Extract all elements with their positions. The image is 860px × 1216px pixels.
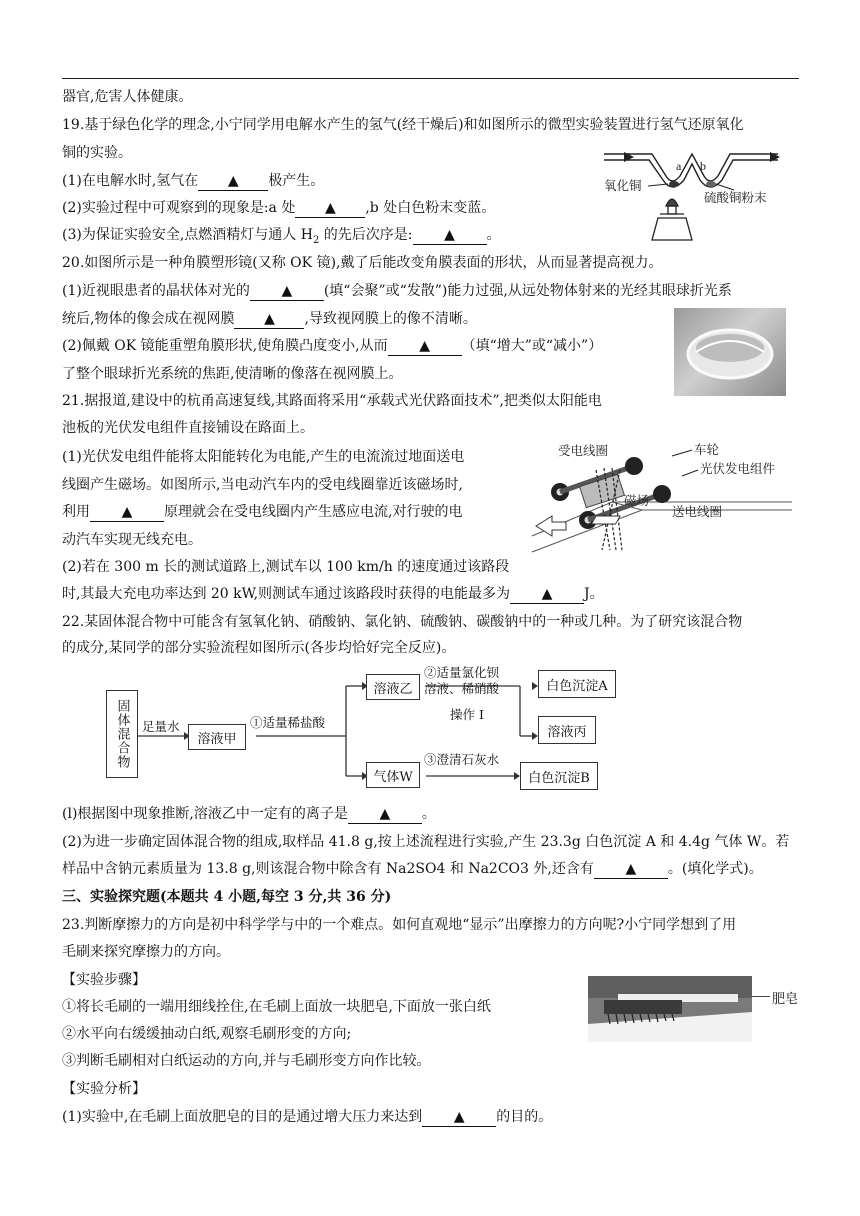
question-20-2 [62,336,602,356]
node-white-precipitate-b: 白色沉淀B [520,762,598,790]
ok-lens-photo [674,308,786,396]
answer-blank[interactable]: ▲ [388,338,462,356]
text: (填“会聚”或“发散”)能力过强,从远处物体射来的光经其眼球折光系 [323,283,732,299]
label-b: b [700,159,706,173]
question-19-2 [62,198,495,218]
lens-shape [674,308,786,396]
node-solution-yi: 溶液乙 [366,674,420,700]
text: 的先后次序是: [319,227,413,243]
step-3: ③判断毛刷相对白纸运动的方向,并与毛刷形变方向作比较。 [62,1053,431,1069]
label-a: a [676,159,682,173]
text: 的目的。 [496,1109,553,1125]
text: 时,其最大充电功率达到 20 kW,则测试车通过该路段时获得的电能最多为 [62,586,511,602]
question-22-1 [62,804,436,824]
text: （填“增大”或“减小”） [461,338,603,354]
analysis-heading: 【实验分析】 [62,1081,146,1097]
step-1: ①将长毛刷的一端用细线拴住,在毛刷上面放一块肥皂,下面放一张白纸 [62,999,491,1015]
text: 。(填化学式)。 [667,861,763,877]
question-21: 21.据报道,建设中的杭甬高速复线,其路面将采用“承载式光伏路面技术”,把类似太阳能电 [62,393,602,409]
copper-sulfate-sample [706,181,716,187]
text: (l)根据图中现象推断,溶液乙中一定有的离子是 [62,806,348,822]
answer-blank[interactable]: ▲ [198,173,268,191]
text: (2)实验过程中可观察到的现象是:a 处 [62,200,296,216]
brush-soap-photo [588,976,752,1042]
question-22-2: (2)为进一步确定固体混合物的组成,取样品 41.8 g,按上述流程进行实验,产生 23.3g 白色沉淀 A 和 4.4g 气体 W。若 [62,834,790,850]
question-20: 20.如图所示是一种角膜塑形镜(又称 OK 镜),戴了后能改变角膜表面的形状，从而显著提高视力。 [62,255,663,271]
text: (1)近视眼患者的晶状体对光的 [62,283,250,299]
question-19: 19.基于绿色化学的理念,小宁同学用电解水产生的氢气(经干燥后)和如图所示的微型实验装置进行氢气还原氧化 [62,117,744,133]
pointer-line [648,184,668,186]
header-rule [62,78,799,79]
label-magnetic-field: 磁场 [624,493,650,508]
label-wheel: 车轮 [694,442,720,457]
text: 极产生。 [268,173,325,189]
text: 利用 [62,504,90,520]
text-line: 毛刷来探究摩擦力的方向。 [62,944,230,960]
answer-blank[interactable]: ▲ [413,227,487,245]
copper-oxide-sample [669,181,679,187]
text: 统后,物体的像会成在视网膜 [62,311,235,327]
text: (2)佩戴 OK 镜能重塑角膜形状,使角膜凸度变小,从而 [62,338,388,354]
road-surface [532,502,792,552]
wireless-charging-figure [522,440,802,558]
subscript: 2 [312,234,320,246]
question-21-1-cont [62,502,462,522]
label-operation-1: 操作 I [450,707,484,722]
question-21-2: (2)若在 300 m 长的测试道路上,测试车以 100 km/h 的速度通过该路段 [62,559,510,575]
step-2: ②水平向右缓缓抽动白纸,观察毛刷形变的方向; [62,1026,352,1042]
question-19-1 [62,171,324,191]
text: 。 [421,806,436,822]
text: (3)为保证实验安全,点燃酒精灯与通人 H [62,227,313,243]
hydrogen-reduction-apparatus-figure [600,140,810,250]
pointer-line [672,450,692,456]
question-20-1-cont [62,309,477,329]
text: J。 [584,586,604,602]
text: (1)在电解水时,氢气在 [62,173,199,189]
label-step-1: ①适量稀盐酸 [250,715,326,730]
node-white-precipitate-a: 白色沉淀A [538,670,616,698]
answer-blank[interactable]: ▲ [348,806,422,824]
brush-soap-drawing [588,976,752,1042]
text-line: 器官,危害人体健康。 [62,89,193,105]
question-23-1 [62,1107,552,1127]
question-22: 22.某固体混合物中可能含有氢氧化钠、硝酸钠、氯化钠、硫酸钠、碳酸钠中的一种或几种。为了研究该混合物 [62,614,743,630]
question-23: 23.判断摩擦力的方向是初中科学学与中的一个难点。如何直观地“显示”出摩擦力的方向呢?小宁同学想到了用 [62,917,737,933]
text: 。 [486,227,501,243]
alcohol-lamp [652,199,692,240]
node-solution-jia: 溶液甲 [188,724,246,750]
text: ,导致视网膜上的像不清晰。 [304,311,477,327]
label-step-2b: 溶液、稀硝酸 [424,681,500,696]
label-receiving-coil: 受电线圈 [558,443,609,458]
answer-blank[interactable]: ▲ [250,283,324,301]
node-solid-mixture: 固体混合物 [106,690,138,778]
label-sending-coil: 送电线圈 [672,504,723,519]
text-line: 了整个眼球折光系统的焦距,使清晰的像落在视网膜上。 [62,366,403,382]
text-line: 池板的光伏发电组件直接铺设在路面上。 [62,420,314,436]
question-21-2-cont [62,584,604,604]
label-step-water: 足量水 [142,719,180,734]
label-step-3: ③澄清石灰水 [424,752,500,767]
question-21-1: (1)光伏发电组件能将太阳能转化为电能,产生的电流流过地面送电 [62,449,465,465]
soap-pointer-line [752,996,770,997]
steps-heading: 【实验步骤】 [62,972,146,988]
text: ,b 处白色粉末变蓝。 [365,200,496,216]
answer-blank[interactable]: ▲ [295,200,365,218]
answer-blank[interactable]: ▲ [90,504,164,522]
label-pv-module: 光伏发电组件 [700,461,776,476]
text-line: 动汽车实现无线充电。 [62,532,202,548]
question-20-1 [62,281,732,301]
answer-blank[interactable]: ▲ [234,311,304,329]
pointer-line [682,470,698,476]
text: 样品中含钠元素质量为 13.8 g,则该混合物中除含有 Na2SO4 和 Na2CO3 外,还含有 [62,861,594,877]
question-19-3 [62,225,501,251]
question-22-2-cont [62,859,763,879]
sending-coil [592,516,621,524]
label-copper-sulfate: 硫酸铜粉末 [704,190,767,205]
answer-blank[interactable]: ▲ [422,1109,496,1127]
answer-blank[interactable]: ▲ [510,586,584,604]
label-step-2a: ②适量氯化钡 [424,665,500,680]
node-solution-bing: 溶液丙 [538,716,596,744]
label-copper-oxide: 氧化铜 [604,178,642,193]
text-line: 线圈产生磁场。如图所示,当电动汽车内的受电线圈靠近该磁场时, [62,477,463,493]
answer-blank[interactable]: ▲ [594,861,668,879]
section-3-heading: 三、实验探究题(本题共 4 小题,每空 3 分,共 36 分) [62,889,392,905]
motion-arrow [536,516,566,536]
text: 原理就会在受电线圈内产生感应电流,对行驶的电 [164,504,463,520]
text: (1)实验中,在毛刷上面放肥皂的目的是通过增大压力来达到 [62,1109,423,1125]
node-gas-w: 气体W [366,762,420,788]
text-line: 铜的实验。 [62,145,132,161]
label-soap: 肥皂 [772,992,799,1007]
text-line: 的成分,某同学的部分实验流程如图所示(各步均恰好完全反应)。 [62,640,456,656]
